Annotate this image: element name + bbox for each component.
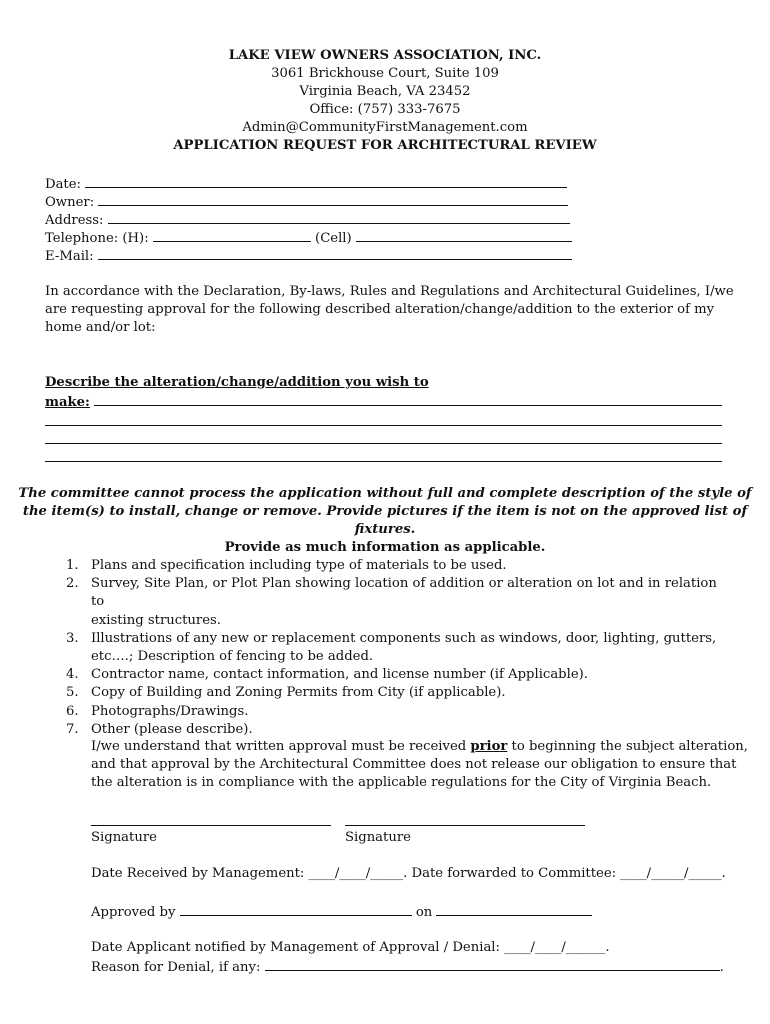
requirements-list (66, 557, 726, 739)
describe-heading-line-2: make: (45, 395, 90, 410)
date-notified-line: Date Applicant notified by Management of Approval / Denial: ____/____/______. (91, 940, 610, 955)
date-label: Date: (45, 177, 81, 192)
describe-heading-line-2-row (45, 392, 722, 412)
prior-emphasis: prior (470, 739, 508, 754)
email-row (45, 246, 572, 266)
list-item: 7. Other (please describe). (66, 721, 253, 737)
signature-line-1[interactable] (91, 825, 331, 826)
approved-by-label: Approved by (91, 905, 176, 920)
org-name: LAKE VIEW OWNERS ASSOCIATION, INC. (228, 48, 542, 63)
signature-line-2[interactable] (345, 825, 585, 826)
owner-field[interactable] (98, 192, 568, 206)
intro-line-3: home and/or lot: (45, 320, 156, 335)
cell-label: (Cell) (315, 231, 352, 246)
notice-bold-line: Provide as much information as applicable. (224, 540, 546, 555)
on-label: on (415, 905, 433, 920)
org-email: Admin@CommunityFirstManagement.com (242, 120, 528, 135)
signature-label-1: Signature (91, 830, 157, 845)
intro-line-1: In accordance with the Declaration, By-laws, Rules and Regulations and Architectural Guidelines, I/we (45, 284, 734, 299)
list-item: 2. Survey, Site Plan, or Plot Plan showing location of addition or alteration on lot and in relation to existing structures. (66, 576, 717, 628)
approved-on-date-field[interactable] (436, 902, 592, 916)
understand-line-1: I/we understand that written approval must be received prior to beginning the subject alteration, (91, 739, 748, 754)
describe-field-line-4[interactable] (45, 461, 722, 462)
reason-for-denial-label: Reason for Denial, if any: (91, 960, 261, 975)
email-field[interactable] (98, 246, 572, 260)
reason-for-denial-field[interactable] (265, 957, 720, 971)
form-title: APPLICATION REQUEST FOR ARCHITECTURAL REVIEW (173, 138, 597, 153)
intro-line-2: are requesting approval for the following described alteration/change/addition to the exterior of my (45, 302, 715, 317)
address-label: Address: (45, 213, 104, 228)
describe-field-line-2[interactable] (45, 425, 722, 426)
approved-by-row (91, 902, 592, 922)
list-item: 1. Plans and specification including type of materials to be used. (66, 558, 507, 573)
list-item: 3. Illustrations of any new or replacement components such as windows, door, lighting, gutters, etc….; Description of fencing to be added. (66, 630, 717, 665)
org-address-line-1: 3061 Brickhouse Court, Suite 109 (271, 66, 499, 81)
describe-field-line-1[interactable] (94, 392, 722, 406)
home-phone-field[interactable] (153, 228, 311, 242)
notice-line-1: The committee cannot process the application without full and complete description of the style of (18, 486, 752, 501)
notice-line-2: the item(s) to install, change or remove. Provide pictures if the item is not on the approved list of (22, 504, 748, 519)
email-label: E-Mail: (45, 249, 94, 264)
list-item: 4. Contractor name, contact information, and license number (if Applicable). (66, 667, 588, 683)
telephone-label: Telephone: (H): (45, 231, 149, 246)
describe-field-line-3[interactable] (45, 443, 722, 444)
list-item: 5. Copy of Building and Zoning Permits from City (if applicable). (66, 685, 506, 701)
signature-label-2: Signature (345, 830, 411, 845)
list-item: 6. Photographs/Drawings. (66, 703, 249, 719)
understand-line-3: the alteration is in compliance with the applicable regulations for the City of Virginia Beach. (91, 775, 712, 790)
notice-line-3: fixtures. (354, 522, 416, 537)
describe-heading-line-1: Describe the alteration/change/addition you wish to (45, 375, 429, 390)
approved-by-field[interactable] (180, 902, 412, 916)
owner-label: Owner: (45, 195, 95, 210)
org-address-line-2: Virginia Beach, VA 23452 (299, 84, 471, 99)
address-field[interactable] (108, 210, 570, 224)
date-received-line: Date Received by Management: ____/____/_____. Date forwarded to Committee: ____/_____/_____. (91, 866, 726, 881)
reason-for-denial-row: Reason for Denial, if any: . (91, 957, 724, 977)
date-field[interactable] (85, 174, 567, 188)
cell-phone-field[interactable] (356, 228, 572, 242)
org-office-phone: Office: (757) 333-7675 (309, 102, 461, 117)
understand-line-2: and that approval by the Architectural Committee does not release our obligation to ensure that (91, 757, 737, 772)
